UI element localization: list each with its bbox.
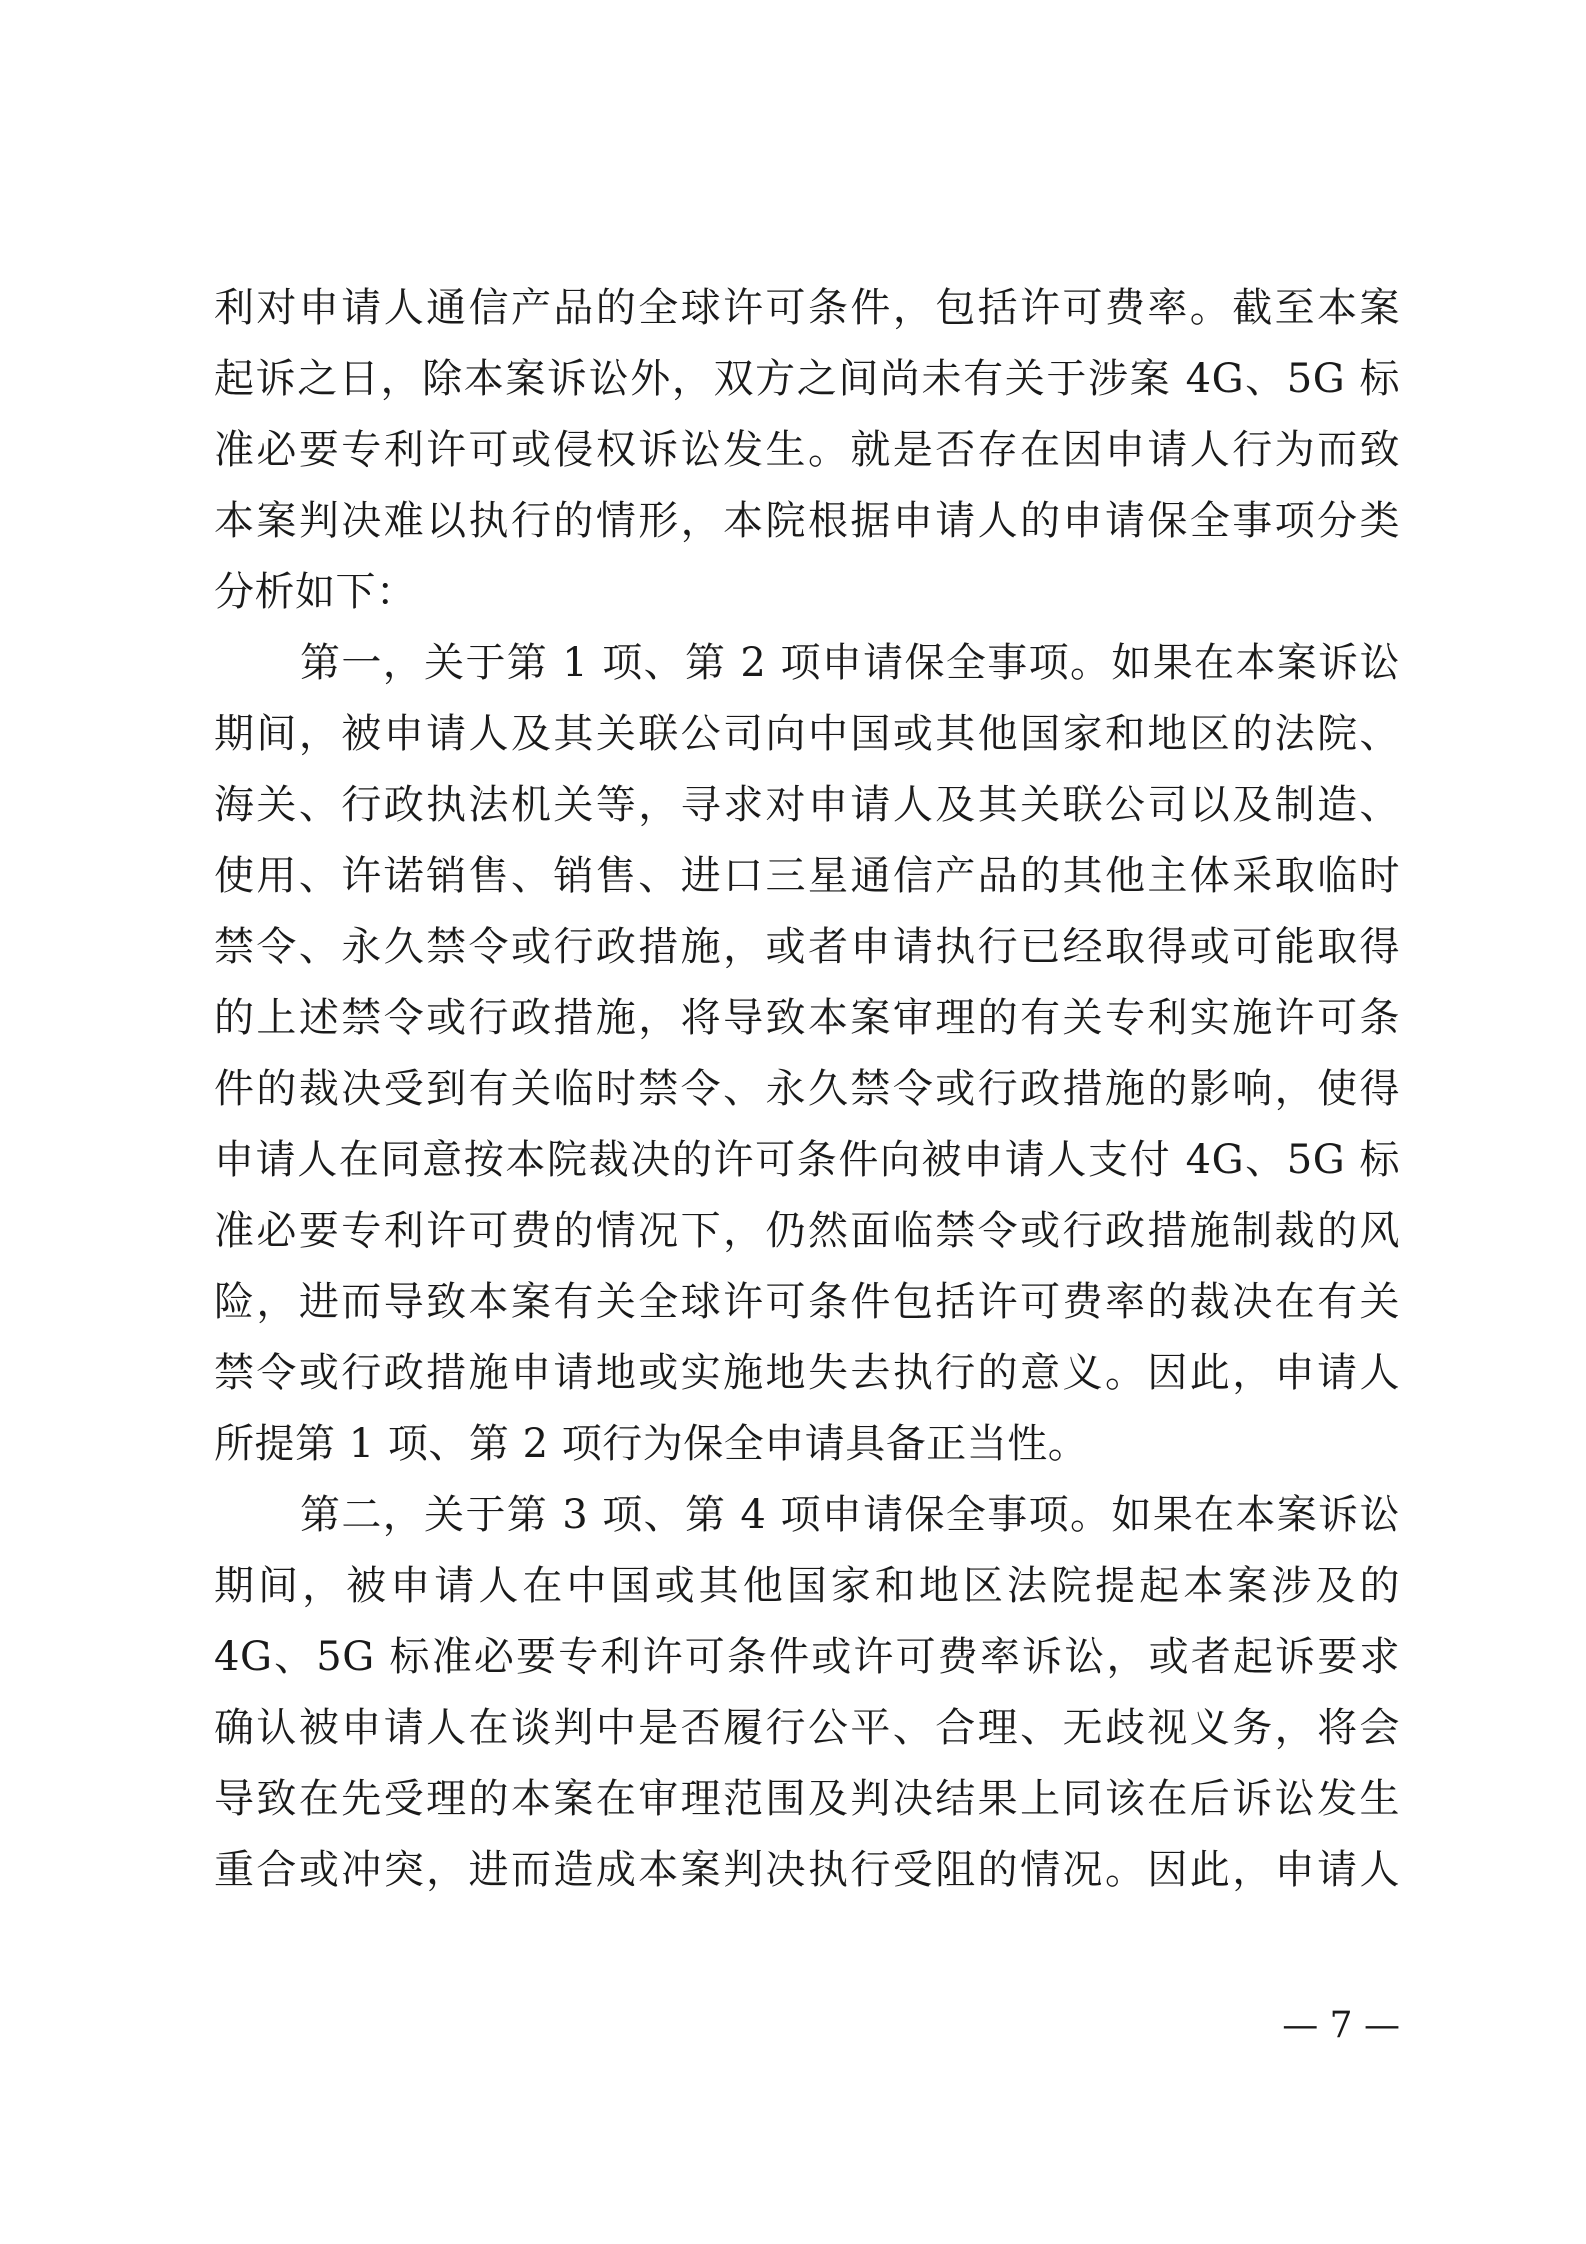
text-line: 准必要专利许可费的情况下，仍然面临禁令或行政措施制裁的风 bbox=[214, 1208, 1400, 1254]
text-line: 导致在先受理的本案在审理范围及判决结果上同该在后诉讼发生 bbox=[214, 1776, 1400, 1822]
text-line: 重合或冲突，进而造成本案判决执行受阻的情况。因此，申请人 bbox=[214, 1847, 1400, 1893]
text-line: 准必要专利许可或侵权诉讼发生。就是否存在因申请人行为而致 bbox=[214, 427, 1400, 473]
text-line: 4G、5G 标准必要专利许可条件或许可费率诉讼，或者起诉要求 bbox=[214, 1634, 1400, 1680]
text-line: 期间，被申请人及其关联公司向中国或其他国家和地区的法院、 bbox=[214, 711, 1400, 757]
text-line: 确认被申请人在谈判中是否履行公平、合理、无歧视义务，将会 bbox=[214, 1705, 1400, 1751]
text-line: 海关、行政执法机关等，寻求对申请人及其关联公司以及制造、 bbox=[214, 782, 1400, 828]
text-line: 禁令或行政措施申请地或实施地失去执行的意义。因此，申请人 bbox=[214, 1350, 1400, 1396]
text-line: 利对申请人通信产品的全球许可条件，包括许可费率。截至本案 bbox=[214, 285, 1400, 331]
text-line: 禁令、永久禁令或行政措施，或者申请执行已经取得或可能取得 bbox=[214, 924, 1400, 970]
text-line: 申请人在同意按本院裁决的许可条件向被申请人支付 4G、5G 标 bbox=[214, 1137, 1400, 1183]
text-line: 分析如下： bbox=[214, 569, 417, 615]
page-number: — 7 — bbox=[1282, 2005, 1400, 2046]
text-line: 使用、许诺销售、销售、进口三星通信产品的其他主体采取临时 bbox=[214, 853, 1400, 899]
text-line: 起诉之日，除本案诉讼外，双方之间尚未有关于涉案 4G、5G 标 bbox=[214, 356, 1400, 402]
text-line: 所提第 1 项、第 2 项行为保全申请具备正当性。 bbox=[214, 1421, 1089, 1467]
text-line: 的上述禁令或行政措施，将导致本案审理的有关专利实施许可条 bbox=[214, 995, 1400, 1041]
text-line: 本案判决难以执行的情形，本院根据申请人的申请保全事项分类 bbox=[214, 498, 1400, 544]
paragraph-first-line: 第二，关于第 3 项、第 4 项申请保全事项。如果在本案诉讼 bbox=[300, 1492, 1400, 1538]
text-line: 件的裁决受到有关临时禁令、永久禁令或行政措施的影响，使得 bbox=[214, 1066, 1400, 1112]
paragraph-first-line: 第一，关于第 1 项、第 2 项申请保全事项。如果在本案诉讼 bbox=[300, 640, 1400, 686]
text-line: 期间，被申请人在中国或其他国家和地区法院提起本案涉及的 bbox=[214, 1563, 1400, 1609]
text-line: 险，进而导致本案有关全球许可条件包括许可费率的裁决在有关 bbox=[214, 1279, 1400, 1325]
